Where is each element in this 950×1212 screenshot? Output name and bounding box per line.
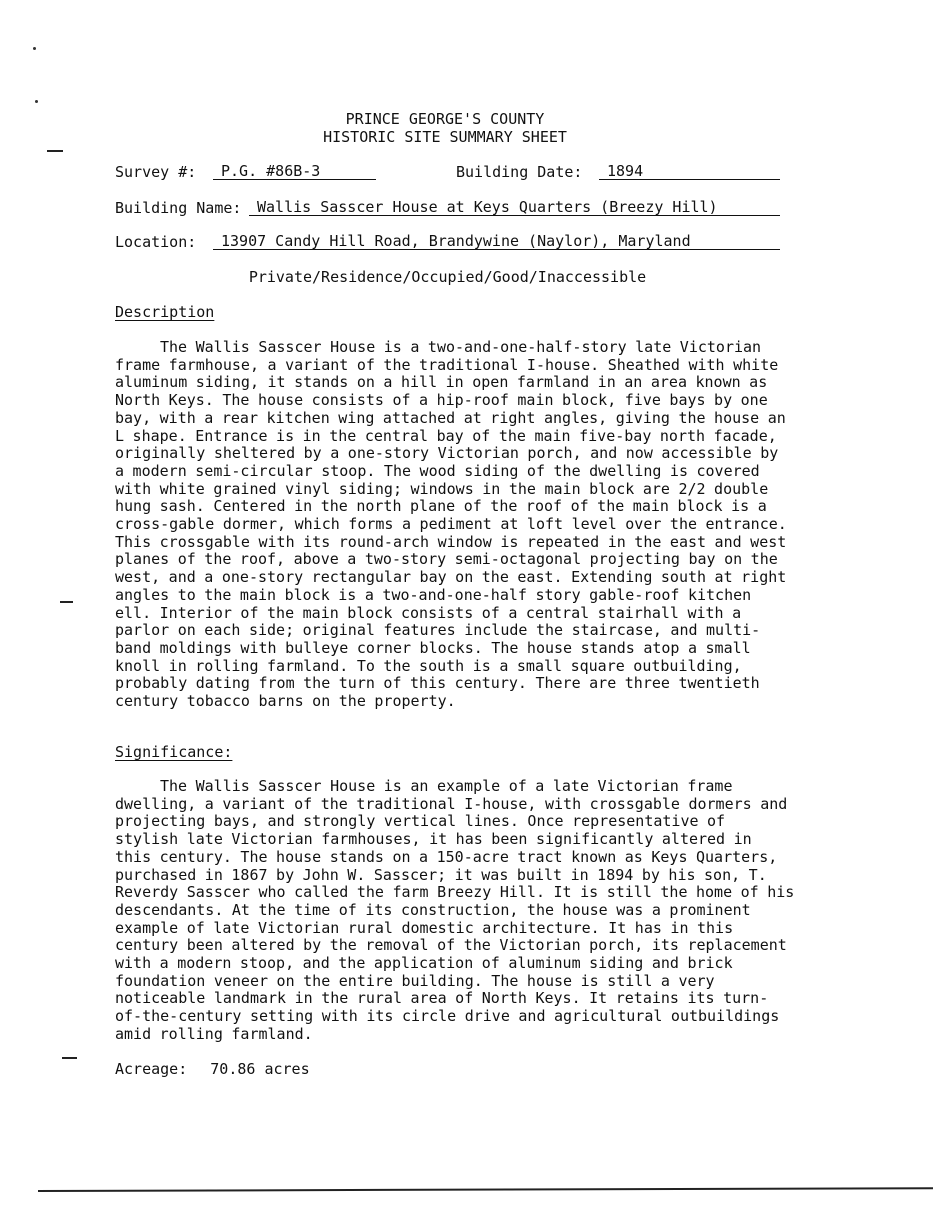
document-header [0,110,890,146]
description-paragraph: The Wallis Sasscer House is a two-and-one-half-story late Victorian frame farmhouse, a variant of the traditional I-house. Sheathed with white aluminum siding, it stands on a hill in open farmland in an area known as North Keys. The house consists of a hip-roof main block, five bays by one bay, with a rear kitchen wing attached at right angles, giving the house an L shape. Entrance is in the central bay of the main five-bay north facade, originally sheltered by a one-story Victorian porch, and now accessible by a modern semi-circular stoop. The wood siding of the dwelling is covered with white grained vinyl siding; windows in the main block are 2/2 double hung sash. Centered in the north plane of the roof of the main block is a cross-gable dormer, which forms a pediment at loft level over the entrance. This crossgable with its round-arch window is repeated in the east and west planes of the roof, above a two-story semi-octagonal projecting bay on the west, and a one-story rectangular bay on the east. Extending south at right angles to the main block is a two-and-one-half story gable-roof kitchen ell. Interior of the main block consists of a central stairhall with a parlor on each side; original features include the staircase, and multi-band moldings with bulleye corner blocks. The house stands atop a small knoll in rolling farmland. To the south is a small square outbuilding, probably dating from the turn of this century. There are three twentieth century tobacco barns on the property. [115,338,787,711]
margin-tick-3 [62,1057,77,1059]
margin-tick-1 [47,150,63,152]
survey-row [115,163,780,185]
header-title: HISTORIC SITE SUMMARY SHEET [323,128,567,146]
location-row [115,233,780,255]
building-name-value: Wallis Sasscer House at Keys Quarters (Breezy Hill) [249,199,780,216]
survey-value: P.G. #86B-3 [213,163,376,180]
building-name-row [115,199,780,221]
significance-heading: Significance: [115,743,233,761]
building-name-label: Building Name: [115,199,242,217]
significance-paragraph: The Wallis Sasscer House is an example of a late Victorian frame dwelling, a variant of the traditional I-house, with crossgable dormers and projecting bays, and strongly vertical lines. Once representative of stylish late Victorian farmhouses, it has been significantly altered in this century. The house stands on a 150-acre tract known as Keys Quarters, purchased in 1867 by John W. Sasscer; it was built in 1894 by his son, T. Reverdy Sasscer who called the farm Breezy Hill. It is still the home of his descendants. At the time of its construction, the house was a prominent example of late Victorian rural domestic architecture. It has in this century been altered by the removal of the Victorian porch, its replacement with a modern stoop, and the application of aluminum siding and brick foundation veneer on the entire building. The house is still a very noticeable landmark in the rural area of North Keys. It retains its turn-of-the-century setting with its circle drive and agricultural outbuildings amid rolling farmland. [115,777,795,1043]
acreage-row [115,1060,310,1078]
location-label: Location: [115,233,197,251]
description-heading: Description [115,303,215,321]
margin-tick-2 [60,601,73,603]
location-value: 13907 Candy Hill Road, Brandywine (Naylor), Maryland [213,233,780,250]
header-county: PRINCE GEORGE'S COUNTY [345,110,545,128]
scan-dot-1 [33,47,36,50]
acreage-label: Acreage: [115,1060,188,1078]
bottom-rule [38,1187,933,1191]
survey-label: Survey #: [115,163,197,181]
status-line: Private/Residence/Occupied/Good/Inaccessible [248,268,647,286]
building-date-label: Building Date: [456,163,583,181]
acreage-value: 70.86 acres [210,1060,310,1078]
scan-dot-2 [35,100,38,103]
building-date-value: 1894 [599,163,780,180]
